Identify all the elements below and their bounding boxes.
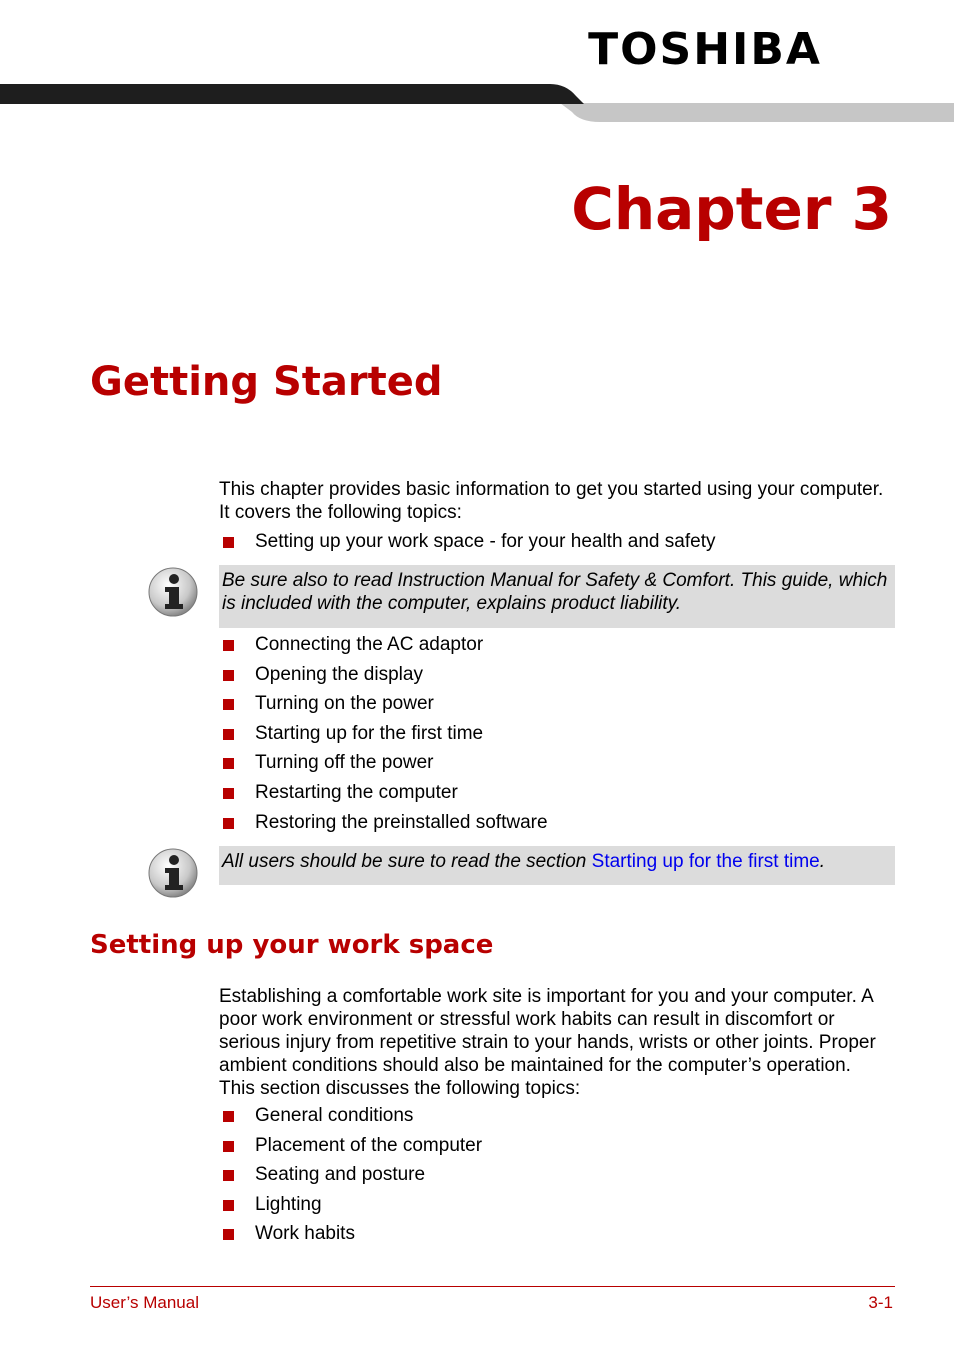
list-item-text: General conditions (255, 1105, 414, 1126)
bullet-square-icon (223, 788, 234, 799)
list-item (219, 1105, 482, 1135)
list-item (219, 723, 548, 753)
topics-list-first (219, 531, 715, 561)
list-item-text: Work habits (255, 1223, 355, 1245)
bullet-square-icon (223, 670, 234, 681)
bullet-square-icon (223, 1200, 234, 1211)
list-item-text: Placement of the computer (255, 1134, 483, 1156)
list-item (219, 531, 715, 561)
bullet-square-icon (223, 758, 234, 769)
chapter-title: Chapter 3 (571, 175, 892, 243)
footer-rule (90, 1286, 895, 1287)
subsection-title: Setting up your work space (90, 930, 494, 960)
list-item (219, 752, 548, 782)
header-dark-bar (0, 84, 584, 104)
bullet-square-icon (223, 699, 234, 710)
list-item-text: Restarting the computer (255, 781, 458, 803)
workspace-paragraph: Establishing a comfortable work site is important for you and your computer. A poor work environment or stressful work habits can result in discomfort or serious injury from repetitive strain to your hands, wrists or other joints. Proper ambient conditions should also be maintained for the computer’s operation. This section discusses the following topics: (219, 986, 876, 1099)
note-text-end: . (819, 851, 826, 872)
list-item (219, 1194, 482, 1224)
list-item (219, 693, 548, 723)
bullet-square-icon (223, 1229, 234, 1240)
toshiba-logo: TOSHIBA (588, 24, 822, 75)
bullet-square-icon (223, 1111, 234, 1122)
link-starting-up[interactable]: Starting up for the first time (591, 851, 820, 872)
list-item-text: Setting up your work space - for your health and safety (255, 531, 716, 552)
list-item (219, 1223, 482, 1253)
info-icon (147, 847, 199, 899)
info-icon (147, 566, 199, 618)
topics-list-workspace (219, 1105, 482, 1253)
list-item-text: Seating and posture (255, 1164, 426, 1186)
note-safety: Be sure also to read Instruction Manual for Safety & Comfort. This guide, which is included with the computer, explains product liability. (219, 565, 895, 628)
list-item-text: Opening the display (255, 663, 423, 685)
list-item-text: Connecting the AC adaptor (255, 634, 484, 655)
bullet-square-icon (223, 818, 234, 829)
note-first-startup (219, 846, 895, 885)
list-item (219, 782, 548, 812)
list-item-text: Turning on the power (255, 693, 434, 715)
list-item-text: Lighting (255, 1193, 322, 1215)
bullet-square-icon (223, 729, 234, 740)
list-item (219, 664, 548, 694)
footer-manual-title: User’s Manual (90, 1293, 199, 1312)
note-text: All users should be sure to read the section (222, 851, 592, 872)
bullet-square-icon (223, 1170, 234, 1181)
list-item-text: Restoring the preinstalled software (255, 811, 548, 833)
bullet-square-icon (223, 537, 234, 548)
list-item (219, 1135, 482, 1165)
header-bar-graphic (0, 84, 954, 124)
footer-page-number: 3-1 (868, 1293, 893, 1312)
bullet-square-icon (223, 640, 234, 651)
topics-list-second (219, 634, 548, 841)
header-light-bar (560, 103, 954, 122)
list-item (219, 634, 548, 664)
intro-paragraph: This chapter provides basic information to get you started using your computer. It covers the following topics: (219, 479, 884, 523)
list-item (219, 1164, 482, 1194)
bullet-square-icon (223, 1141, 234, 1152)
list-item-text: Turning off the power (255, 752, 434, 774)
list-item-text: Starting up for the first time (255, 722, 484, 744)
list-item (219, 812, 548, 842)
section-title: Getting Started (90, 359, 443, 405)
